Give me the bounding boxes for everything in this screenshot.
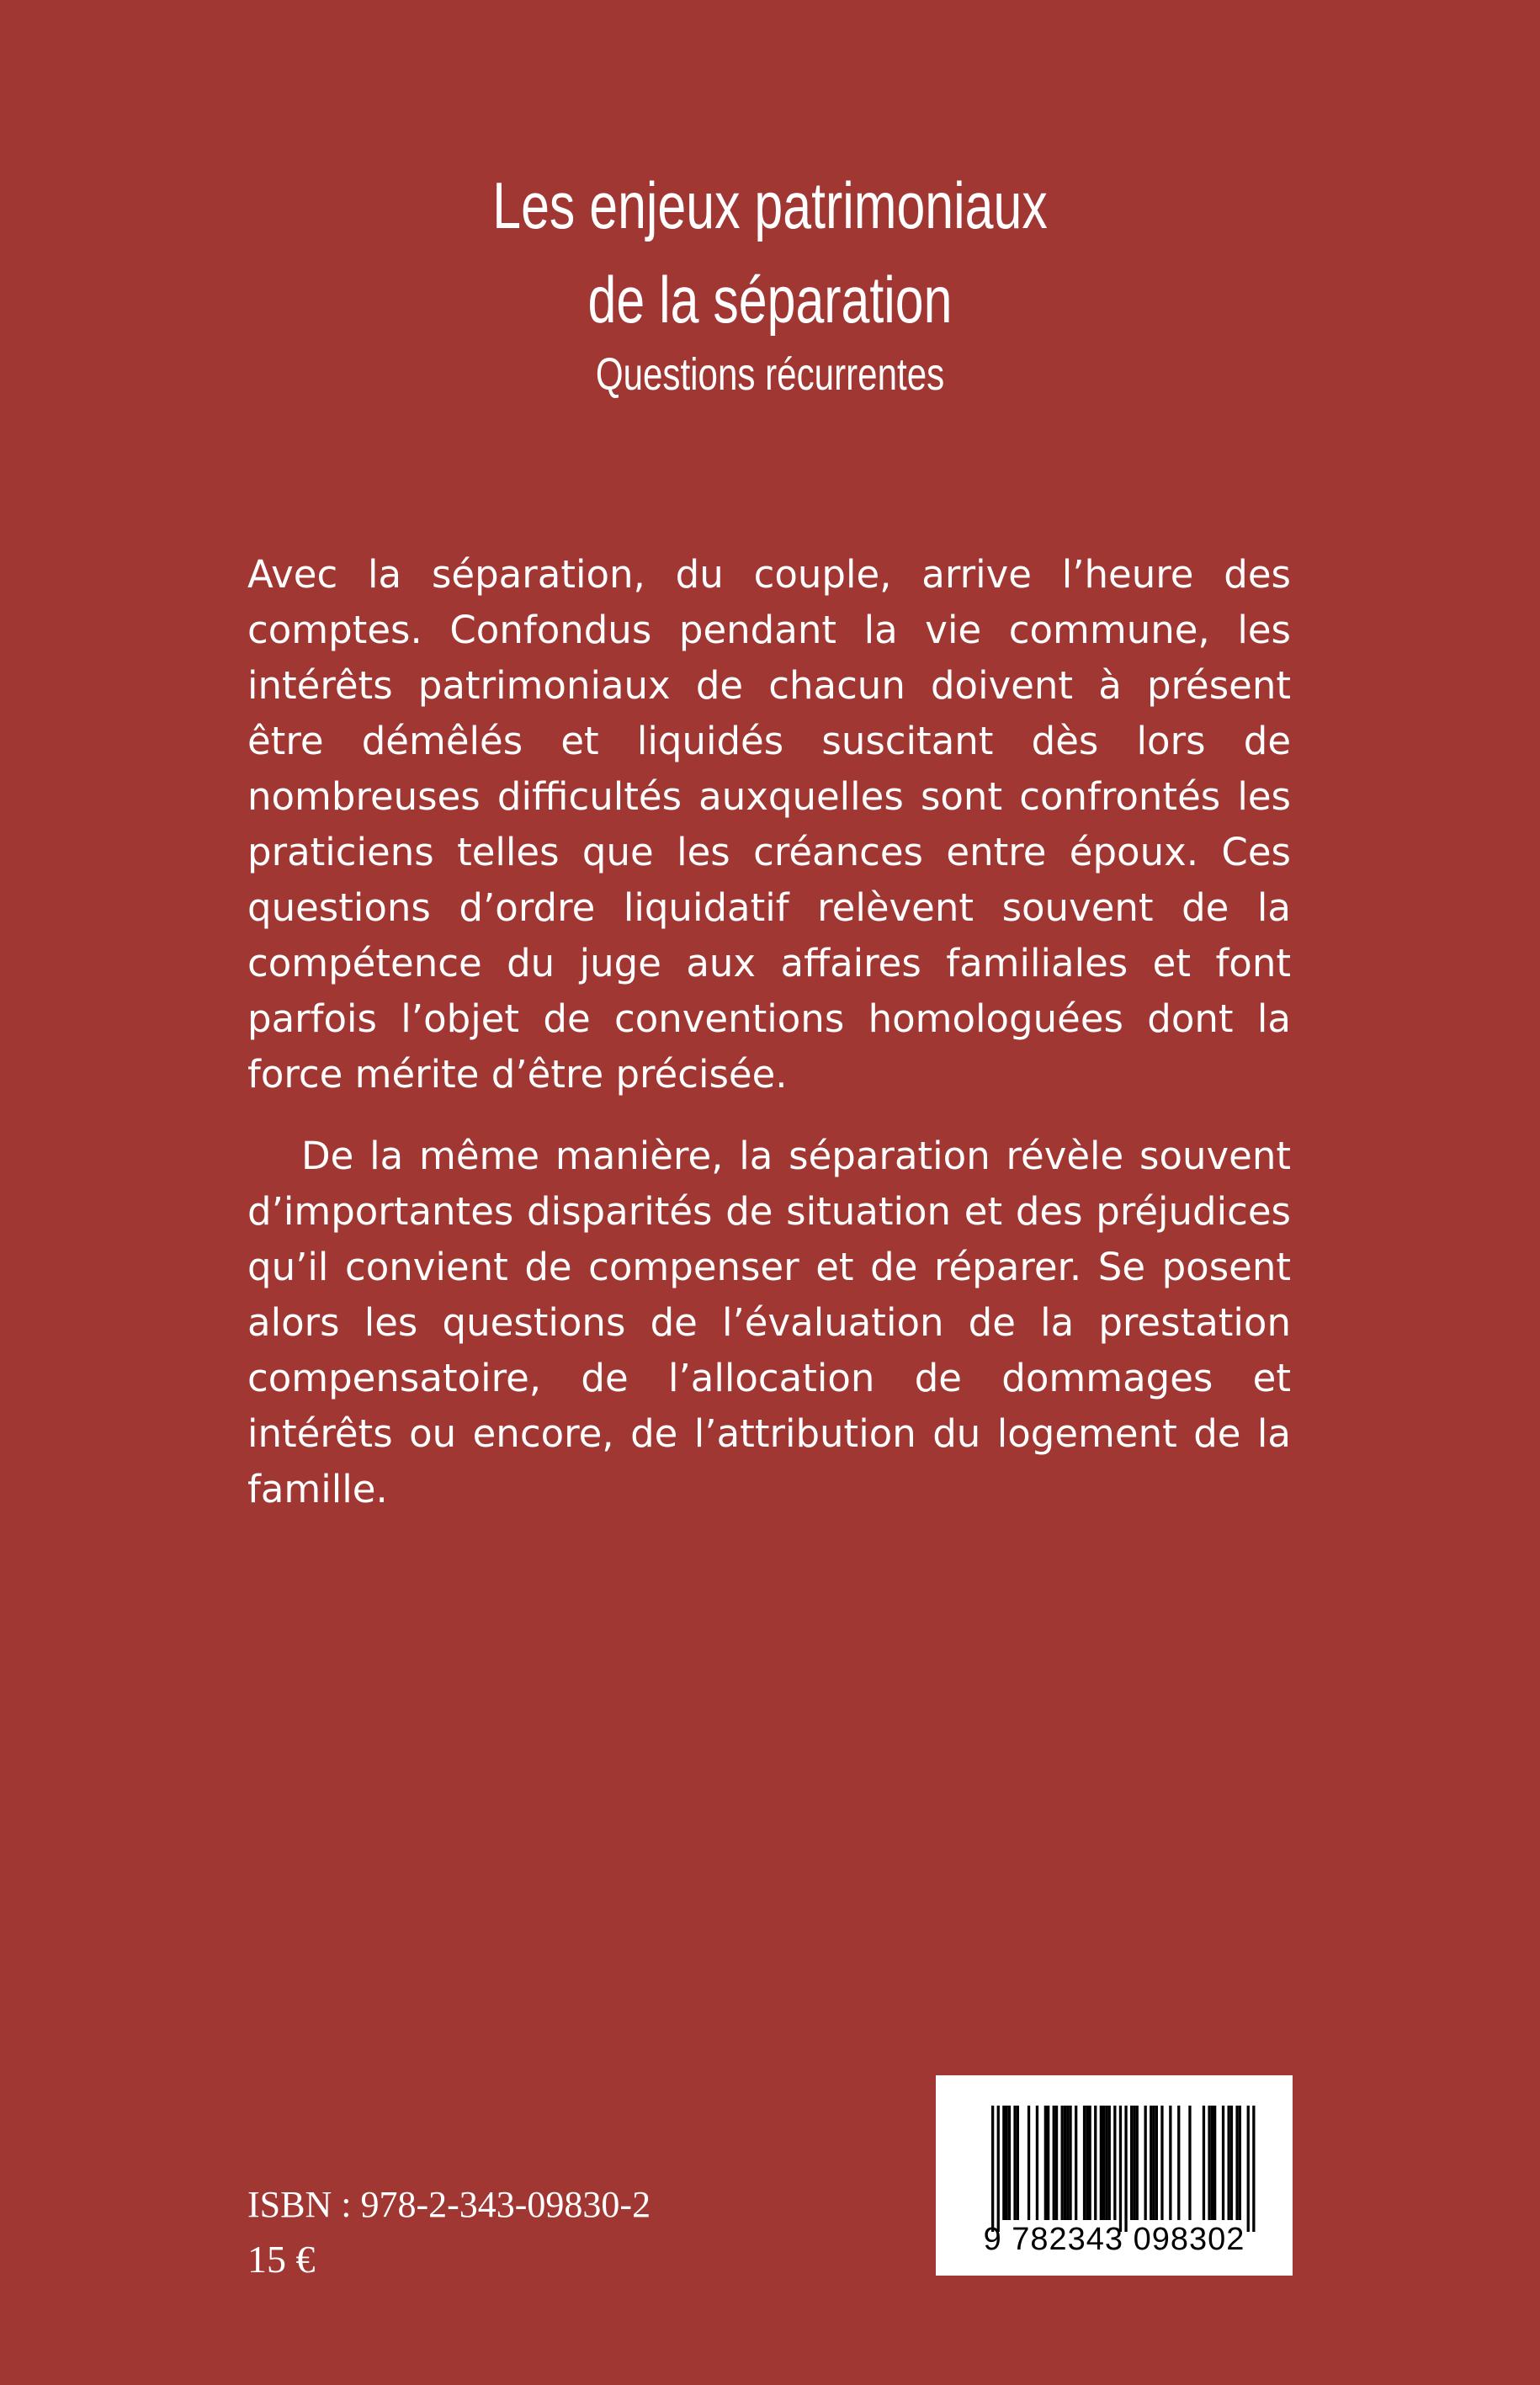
barcode-bar [997,2106,1000,2232]
barcode-bar [1155,2106,1158,2220]
barcode-bar [1247,2106,1250,2232]
barcode-bar [1235,2106,1238,2220]
barcode-bar [1144,2106,1147,2220]
barcode-bar [1136,2106,1139,2220]
barcode-bar [1222,2106,1224,2220]
barcode-digits: 9 782343 098302 [983,2222,1245,2257]
barcode-bar [1055,2106,1058,2220]
barcode-bar [1017,2106,1019,2220]
barcode-bar [1177,2106,1180,2220]
barcode-bar [1188,2106,1191,2220]
barcode-bar [1083,2106,1086,2220]
barcode-bar [1053,2106,1055,2220]
book-title-line-1: Les enjeux patrimoniaux [492,168,1048,242]
blurb-paragraph-1: Avec la séparation, du couple, arrive l’heure des comptes. Confondus pendant la vie commune, les intérêts patrimoniaux de chacun doivent à présent être démêlés et liquidés suscitant dès lors de nombreuses difficultés auxquelles sont confrontés les praticiens telles que les créances entre époux. Ces questions d’ordre liquidatif relèvent souvent de la compétence du juge aux affaires familiales et font parfois l’objet de conventions homologuées dont la force mérite d’être précisée. [247,552,1291,1097]
barcode-bar [1047,2106,1049,2220]
barcode-bar [991,2106,994,2232]
book-title [169,158,1370,347]
barcode-bar [1252,2106,1255,2232]
barcode-bar [1108,2106,1111,2220]
barcode-bar [1239,2106,1241,2220]
blurb [247,547,1291,1517]
barcode-bar [1013,2106,1016,2220]
barcode-bar [1130,2106,1133,2220]
barcode-bar [1124,2106,1127,2232]
barcode-bar [1160,2106,1163,2220]
barcode-bar [1203,2106,1205,2220]
price-text: 15 € [247,2238,316,2281]
barcode-bar [1211,2106,1213,2220]
barcode-bar [1213,2106,1216,2220]
barcode-bar [1069,2106,1071,2220]
barcode-bar [1061,2106,1064,2220]
barcode-bar [1113,2106,1116,2220]
barcode-bar [1100,2106,1102,2220]
barcode-bar [1105,2106,1107,2220]
barcode-bar [1133,2106,1135,2220]
barcode-bar [1064,2106,1066,2220]
barcode-bar [1086,2106,1088,2220]
barcode-bar [1044,2106,1047,2220]
barcode-bar [1152,2106,1155,2220]
barcode-bar [1002,2106,1005,2220]
barcode-bar [1036,2106,1038,2220]
barcode-bar [1075,2106,1077,2220]
barcode-bar [1119,2106,1122,2232]
barcode-bar [1066,2106,1069,2220]
barcode-bar [1150,2106,1152,2220]
barcode-bar [1102,2106,1105,2220]
barcode-bar [1094,2106,1097,2220]
isbn-text: ISBN : 978-2-343-09830-2 [247,2184,651,2225]
book-title-line-2: de la séparation [587,263,953,337]
barcode [936,2075,1293,2276]
book-subtitle: Questions récurrentes [595,349,945,400]
barcode-bar [1230,2106,1233,2220]
barcode-bar [1208,2106,1210,2220]
barcode-bar [1008,2106,1011,2220]
barcode-bar [1169,2106,1171,2220]
barcode-bar [1028,2106,1030,2220]
barcode-bar [1228,2106,1230,2220]
barcode-bar [1089,2106,1091,2220]
barcode-bar [1006,2106,1008,2220]
blurb-paragraph-2: De la même manière, la séparation révèle souvent d’importantes disparités de situation et des préjudices qu’il convient de compenser et de réparer. Se posent alors les questions de l’évaluation de la prestation compensatoire, de l’allocation de dommages et intérêts ou encore, de l’attribution du logement de la famille. [247,1134,1291,1511]
